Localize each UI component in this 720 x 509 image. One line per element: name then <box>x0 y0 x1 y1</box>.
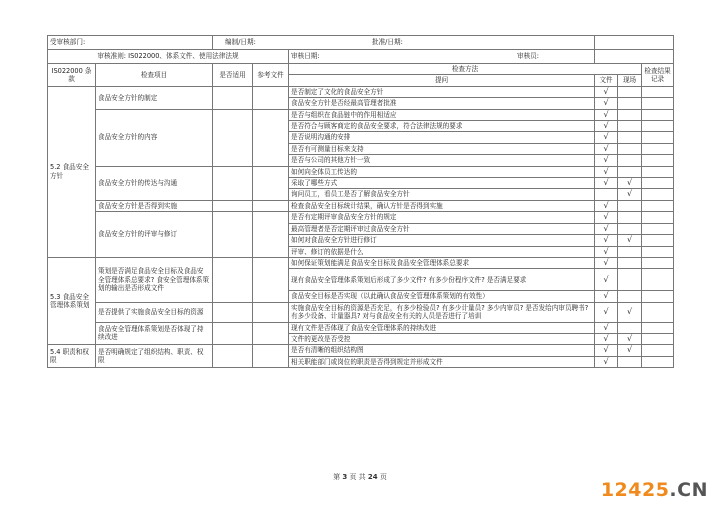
table-row <box>48 345 674 356</box>
doc-check: √ <box>595 143 618 154</box>
doc-check: √ <box>595 291 618 302</box>
question-cell: 是否符合与顾客商定的食品安全要求，符合法律法规的要求 <box>289 121 595 132</box>
page-total: 24 <box>367 473 378 481</box>
question-cell: 是否有可测量目标来支持 <box>289 143 595 154</box>
col-question: 提问 <box>289 75 595 86</box>
site-check: √ <box>618 189 642 200</box>
question-cell: 如何保证策划能满足食品安全目标及食品安全管理体系总要求 <box>289 257 595 268</box>
item-cell: 食品安全方针的评审与修订 <box>96 212 213 258</box>
question-cell: 采取了哪些方式 <box>289 178 595 189</box>
site-check: √ <box>618 178 642 189</box>
question-cell: 是否说明沟通的安排 <box>289 132 595 143</box>
question-cell: 如何对食品安全方针进行修订 <box>289 235 595 246</box>
doc-check: √ <box>595 235 618 246</box>
audit-date-label: 审核日期: 审核员: <box>289 50 595 64</box>
question-cell: 实施食品安全目标的资源是否充足，有多少检验员? 有多少计量员? 多少内审员? 是否发给内审员聘书? 有多少设备、计量器具? 对与食品安全有关的人员是否进行了培训 <box>289 302 595 322</box>
doc-check: √ <box>595 257 618 268</box>
question-cell: 食品安全方针是否经最高管理者批准 <box>289 98 595 109</box>
doc-check: √ <box>595 269 618 291</box>
doc-check: √ <box>595 98 618 109</box>
col-site: 现场 <box>618 75 642 86</box>
item-cell: 食品安全方针的制定 <box>96 86 213 109</box>
item-cell: 是否明确规定了组织结构、职责、权限 <box>96 345 213 368</box>
doc-check: √ <box>595 121 618 132</box>
question-cell: 询问员工，看员工是否了解食品安全方针 <box>289 189 595 200</box>
clause-cell: 5.2 食品安全方针 <box>48 86 96 257</box>
checklist-table <box>47 35 674 368</box>
col-item: 检查项目 <box>96 64 213 87</box>
doc-check: √ <box>595 345 618 356</box>
doc-check: √ <box>595 212 618 223</box>
site-check: √ <box>618 302 642 322</box>
table-row <box>48 109 674 120</box>
dept-label: 受审核部门: <box>48 36 213 50</box>
doc-check: √ <box>595 109 618 120</box>
site-check: √ <box>618 235 642 246</box>
question-cell: 是否与公司的其他方针一致 <box>289 155 595 166</box>
doc-check: √ <box>595 166 618 177</box>
col-header-row-1 <box>48 64 674 75</box>
doc-check: √ <box>595 132 618 143</box>
question-cell: 是否有定期评审食品安全方针的规定 <box>289 212 595 223</box>
doc-check: √ <box>595 223 618 234</box>
table-row <box>48 212 674 223</box>
table-row <box>48 302 674 322</box>
prep-label: 编制/日期: 批准/日期: <box>213 36 595 50</box>
question-cell: 是否制定了文化的食品安全方针 <box>289 86 595 97</box>
header-row-2 <box>48 50 674 64</box>
approve-label: 批准/日期: <box>372 38 403 47</box>
question-cell: 检查食品安全目标统计结果，确认方针是否得到实施 <box>289 200 595 211</box>
question-cell: 最高管理者是否定期评审过食品安全方针 <box>289 223 595 234</box>
watermark-logo: 12425.CN <box>600 479 708 501</box>
clause-cell: 5.4 职责和权限 <box>48 345 96 368</box>
question-cell: 食品安全目标是否实现（以此确认食品安全管理体系策划的有效性） <box>289 291 595 302</box>
col-method: 检查方法 <box>289 64 642 75</box>
item-cell: 食品安全方针是否得到实施 <box>96 200 213 211</box>
doc-check: √ <box>595 302 618 322</box>
item-cell: 策划是否满足食品安全目标及食品安全管理体系总要求? 食安全管理体系策划的输出是否形成文件 <box>96 257 213 302</box>
site-check: √ <box>618 333 642 344</box>
question-cell: 是否与组织在食品链中的作用相适应 <box>289 109 595 120</box>
doc-check: √ <box>595 200 618 211</box>
doc-check: √ <box>595 178 618 189</box>
doc-check: √ <box>595 322 618 333</box>
table-row <box>48 86 674 97</box>
doc-check: √ <box>595 356 618 367</box>
item-cell: 食品安全方针的内容 <box>96 109 213 166</box>
col-clause: IS022000 条款 <box>48 64 96 87</box>
item-cell: 食品安全方针的传达与沟通 <box>96 166 213 200</box>
item-cell: 食品安全管理体系策划是否体现了持续改进 <box>96 322 213 345</box>
col-applicable: 是否适用 <box>213 64 253 87</box>
criteria-label: 审核准则: IS022000、体系文件、使用法律法规 <box>48 50 289 64</box>
table-row <box>48 200 674 211</box>
col-ref-doc: 参考文件 <box>253 64 289 87</box>
doc-check: √ <box>595 86 618 97</box>
item-cell: 是否提供了实施食品安全目标的资源 <box>96 302 213 322</box>
page-footer: 第 3 页 共 24 页 <box>333 473 387 481</box>
question-cell: 现有食品安全管理体系策划后形成了多少文件? 有多少份程序文件? 是否满足要求 <box>289 269 595 291</box>
doc-check: √ <box>595 246 618 257</box>
doc-check: √ <box>595 155 618 166</box>
col-doc: 文件 <box>595 75 618 86</box>
question-cell: 是否有清晰的组织结构图 <box>289 345 595 356</box>
doc-check: √ <box>595 333 618 344</box>
audit-checklist <box>47 35 673 368</box>
col-result: 检查结果记录 <box>642 64 674 87</box>
question-cell: 现有文件是否体现了食品安全管理体系的持续改进 <box>289 322 595 333</box>
question-cell: 如何向全体员工传达的 <box>289 166 595 177</box>
question-cell: 评审、修订的依据是什么 <box>289 246 595 257</box>
question-cell: 文件的更改是否受控 <box>289 333 595 344</box>
question-cell: 相关职能部门或岗位的职责是否得到规定并形成文件 <box>289 356 595 367</box>
table-row <box>48 166 674 177</box>
table-row <box>48 322 674 333</box>
page-number: 3 <box>342 473 348 481</box>
table-row <box>48 257 674 268</box>
site-check: √ <box>618 345 642 356</box>
auditor-label: 审核员: <box>517 52 540 61</box>
header-row-1 <box>48 36 674 50</box>
clause-cell: 5.3 食品安全管理体系策划 <box>48 257 96 344</box>
